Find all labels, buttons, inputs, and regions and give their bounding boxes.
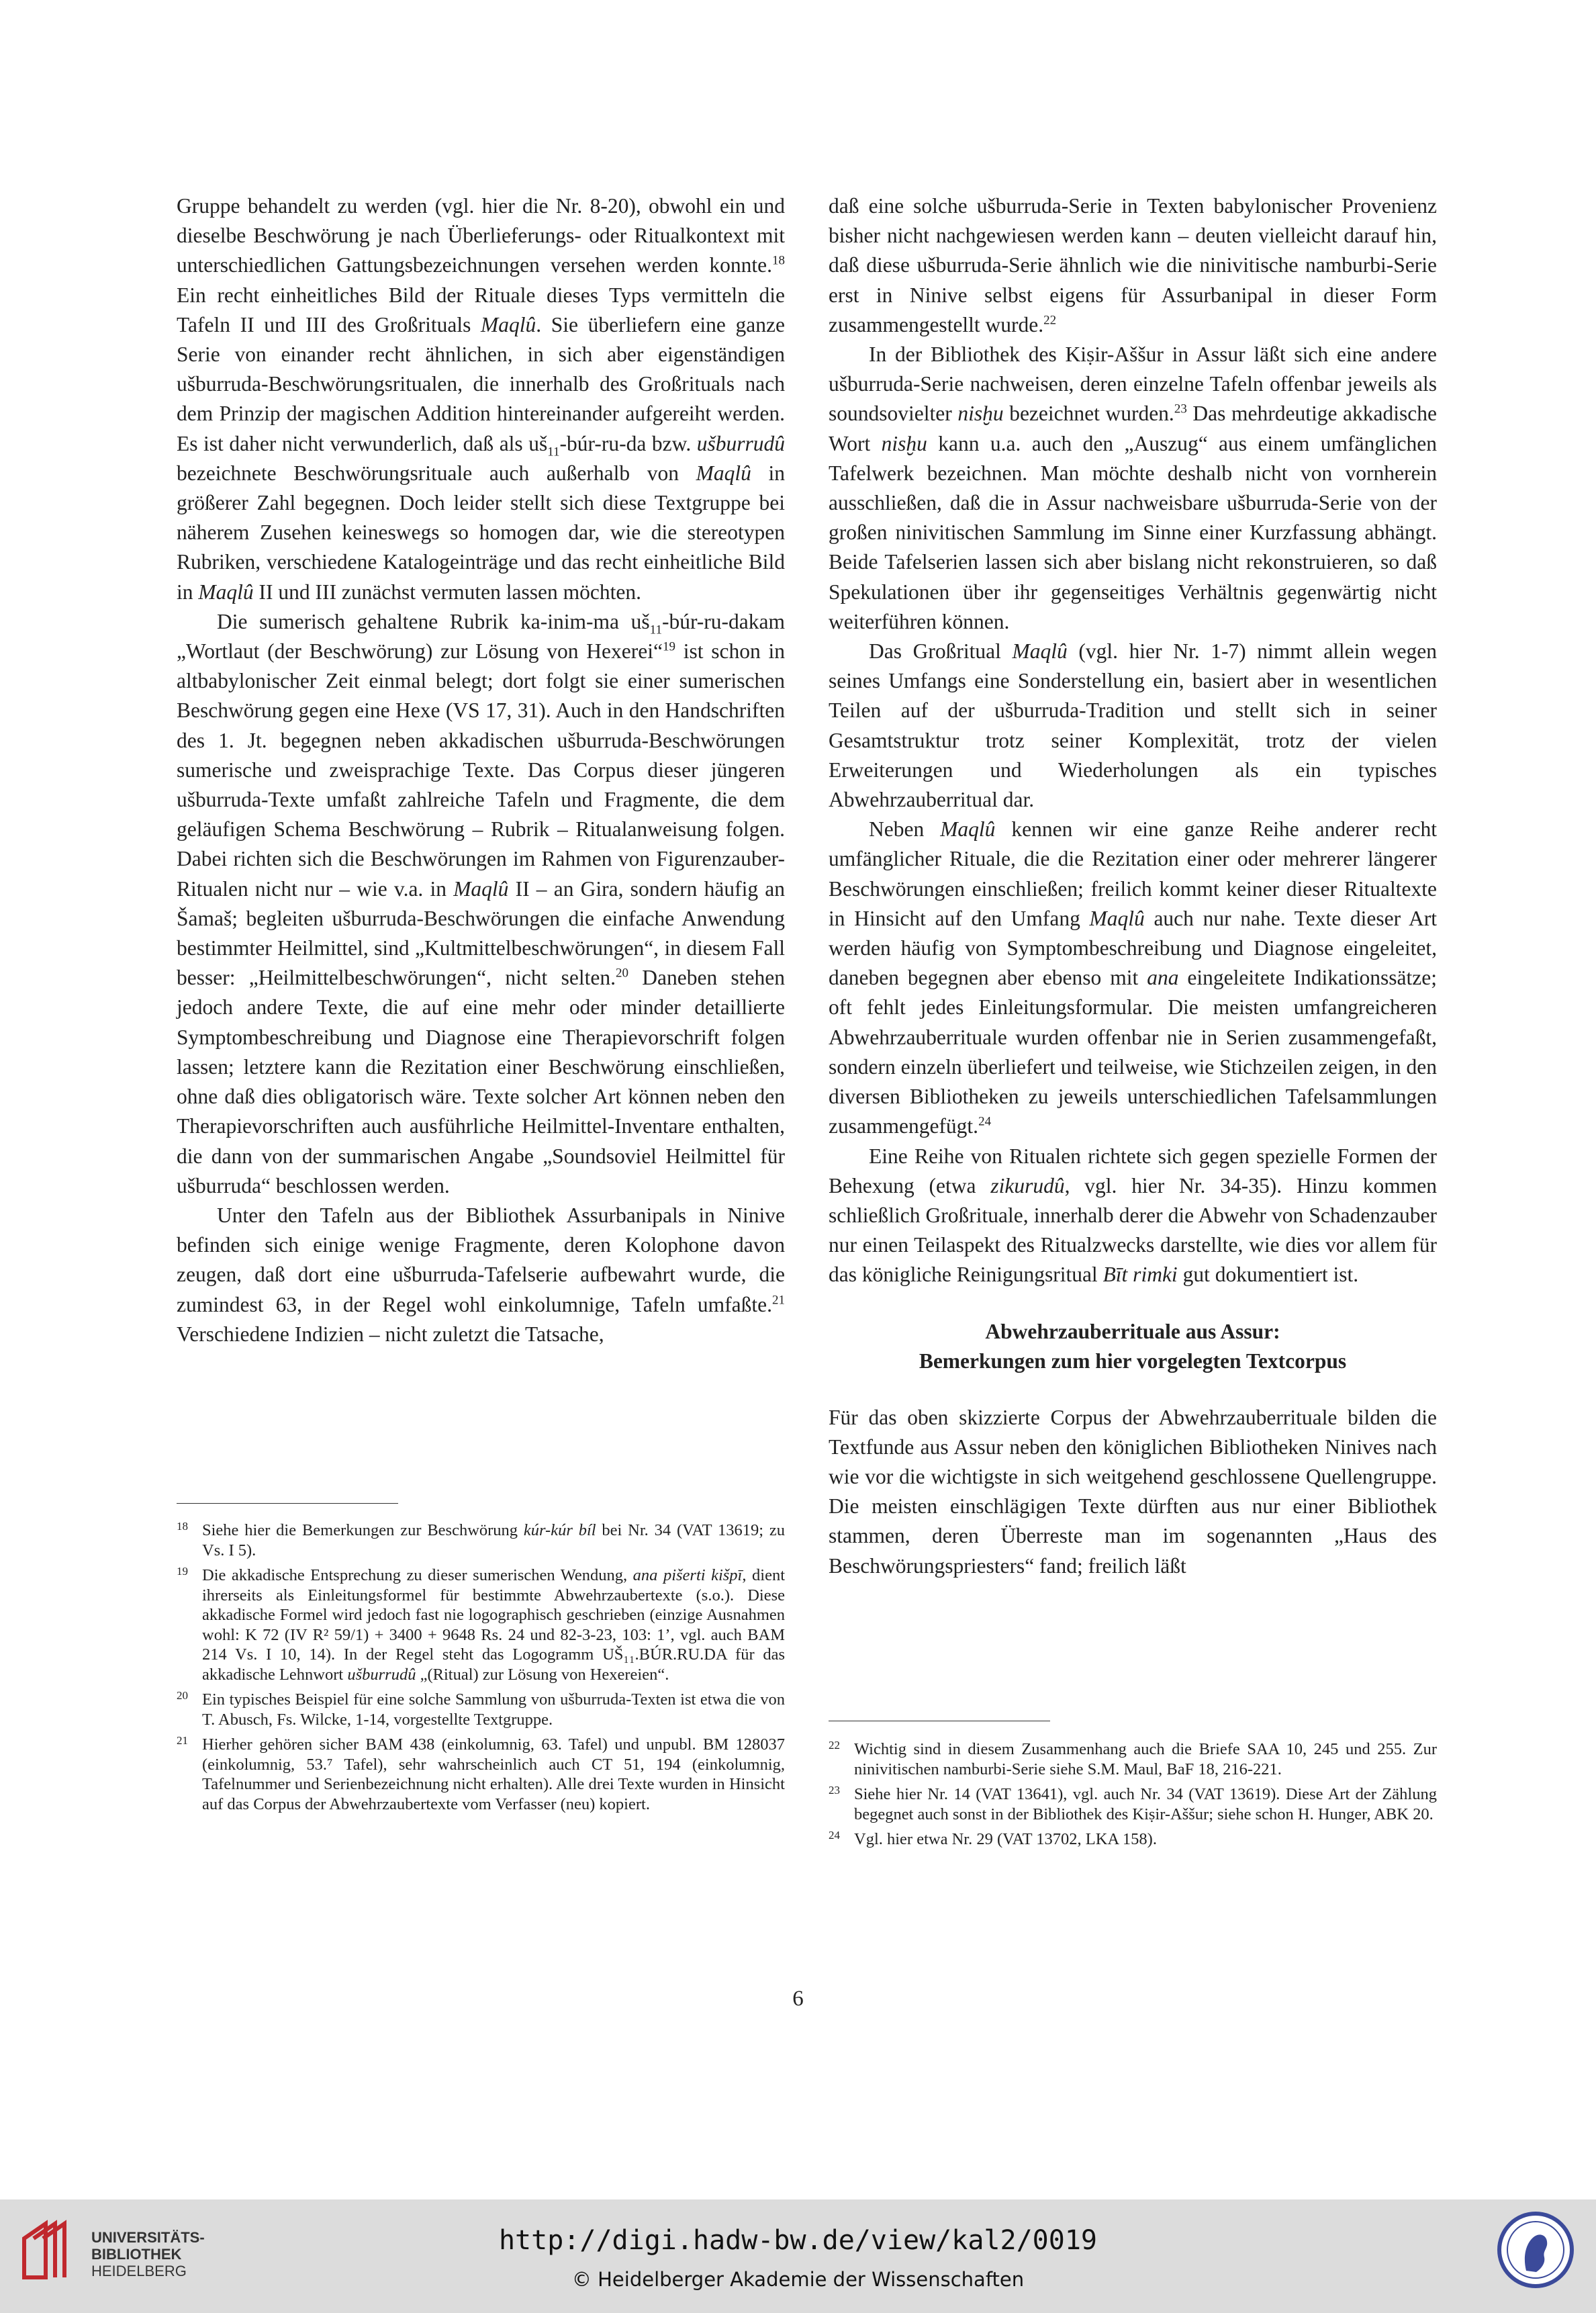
footer-bar xyxy=(0,2199,1596,2313)
paragraph: Die sumerisch gehaltene Rubrik ka-inim-ma $uš_{11}-búr-ru$-dakam „Wortlaut (der Beschwörung) zur Lösung von Hexerei“$^{19}$ ist schon in altbabylonischer Zeit einmal belegt; dort folgt sie einer sumerischen Beschwörung gegen eine Hexe (VS 17, 31). Auch in den Handschriften des 1. Jt. begegnen neben akkadischen ušburruda-Beschwörungen sumerische und zweisprachige Texte. Das Corpus dieser jüngeren ušburruda-Texte umfaßt zahlreiche Tafeln und Fragmente, die dem geläufigen Schema Beschwörung – Rubrik – Ritualanweisung folgen. Dabei richten sich die Beschwörungen im Rahmen von Figurenzauber-Ritualen nicht nur – wie v.a. in Maqlû II – an Gira, sondern häufig an Šamaš; begleiten ušburruda-Beschwörungen die einfache Anwendung bestimmter Heilmittel, sind „Kultmittelbeschwörungen“, in diesem Fall besser: „Heilmittelbeschwörungen“, nicht selten.$^{20}$ Daneben stehen jedoch andere Texte, die auf eine mehr oder minder detaillierte Symptombeschreibung und Diagnose eine Therapievorschrift folgen lassen; letztere kann die Rezitation einer Beschwörung einschließen, ohne daß dies obligatorisch wäre. Texte solcher Art können neben den Therapievorschriften auch ausführliche Heilmittel-Inventare enthalten, die dann von der summarischen Angabe „Soundsoviel Heilmittel für ušburruda“ beschlossen werden. xyxy=(177,609,785,1197)
footnote-ref[interactable]: 21 xyxy=(772,1293,785,1308)
footnotes-left xyxy=(177,1521,785,1819)
paragraph: daß eine solche ušburruda-Serie in Texten babylonischer Provenienz bisher nicht nachgewiesen werden kann – deuten vielleicht darauf hin, daß diese ušburruda-Serie ähnlich wie die ninivitische namburbi-Serie erst in Ninive selbst eigens für Assurbanipal in dieser Form zusammengestellt wurde.$^{22}$ xyxy=(829,194,1437,336)
paragraph: Das Großritual Maqlû (vgl. hier Nr. 1-7) nimmt allein wegen seines Umfangs eine Sonderstellung ein, basiert aber in wesentlichen Teilen auf der ušburruda-Tradition und stellt sich in seiner Gesamtstruktur trotz seiner Komplexität, trotz der vielen Erweiterungen und Wiederholungen als ein typisches Abwehrzauberritual dar. xyxy=(829,639,1437,812)
footnote-separator xyxy=(177,1503,398,1504)
footnotes-right xyxy=(829,1739,1437,1855)
footnote: 24 Vgl. hier etwa Nr. 29 (VAT 13702, LKA 158). xyxy=(829,1829,1157,1848)
academy-seal-icon[interactable] xyxy=(1496,2210,1575,2289)
footnote-ref[interactable]: 23 xyxy=(1174,402,1187,416)
footnote: 21 Hierher gehören sicher BAM 438 (einkolumnig, 63. Tafel) und unpubl. BM 128037 (einkolumnig, 53.⁷ Tafel), sehr wahrscheinlich auch CT 51, 194 (einkolumnig, Tafelnummer und Serienbezeichnung nicht erhalten). Alle drei Texte wurden in Hinsicht auf das Corpus der Abwehrzaubertexte vom Verfasser (neu) kopiert. xyxy=(177,1734,785,1813)
paragraph: Für das oben skizzierte Corpus der Abwehrzauberrituale bilden die Textfunde aus Assur neben den königlichen Bibliotheken Ninives nach wie vor die wichtigste in sich weitgehend geschlossene Quellengruppe. Die meisten einschlägigen Texte dürften aus nur einer Bibliothek stammen, deren Überreste man im sogenannten „Haus des Beschwörungspriesters“ fand; freilich läßt xyxy=(829,1405,1437,1578)
paragraph: In der Bibliothek des Kiṣir-Aššur in Assur läßt sich eine andere ušburruda-Serie nachweisen, deren einzelne Tafeln offenbar jeweils als soundsovielter nisḫu bezeichnet wurden.$^{23}$ Das mehrdeutige akkadische Wort nisḫu kann u.a. auch den „Auszug“ aus einem umfänglichen Tafelwerk bezeichnen. Man möchte deshalb nicht von vornherein ausschließen, daß die in Assur nachweisbare ušburruda-Serie von der großen ninivitischen Sammlung im Sinne einer Kurzfassung abhängt. Beide Tafelserien lassen sich aber bislang nicht rekonstruieren, so daß Spekulationen über ihr gegenseitiges Verhältnis gegenwärtig nicht weiterführen können. xyxy=(829,343,1437,633)
footnote: 20 Ein typisches Beispiel für eine solche Sammlung von ušburruda-Texten ist etwa die von T. Abusch, Fs. Wilcke, 1-14, vorgestellte Textgruppe. xyxy=(177,1689,785,1729)
footnote-ref[interactable]: 22 xyxy=(1043,313,1057,328)
paragraph: Unter den Tafeln aus der Bibliothek Assurbanipals in Ninive befinden sich einige wenige Fragmente, deren Kolophone davon zeugen, daß dort eine ušburruda-Tafelserie aufbewahrt wurde, die zumindest 63, in der Regel wohl einkolumnige, Tafeln umfaßte.$^{21}$ Verschiedene Indizien – nicht zuletzt die Tatsache, xyxy=(177,1203,785,1346)
section-heading: Abwehrzauberrituale aus Assur: Bemerkungen zum hier vorgelegten Textcorpus xyxy=(919,1319,1347,1373)
paragraph: Eine Reihe von Ritualen richtete sich gegen spezielle Formen der Behexung (etwa zikurudû, vgl. hier Nr. 34-35). Hinzu kommen schließlich Großrituale, innerhalb derer die Abwehr von Schadenzauber nur einen Teilaspekt des Ritualzwecks darstellte, wie dies vor allem für das königliche Reinigungsritual Bīt rimki gut dokumentiert ist. xyxy=(829,1144,1437,1287)
paragraph: Gruppe behandelt zu werden (vgl. hier die Nr. 8-20), obwohl ein und dieselbe Beschwörung je nach Überlieferungs- oder Ritualkontext mit unterschiedlichen Gattungsbezeichnungen versehen werden konnte.$^{18}$ Ein recht einheitliches Bild der Rituale dieses Typs vermitteln die Tafeln II und III des Großrituals Maqlû. Sie überliefern eine ganze Serie von einander recht ähnlichen, in sich aber eigenständigen ušburruda-Beschwörungsritualen, die innerhalb des Großrituals nach dem Prinzip der magischen Addition hintereinander aufgereiht werden. Es ist daher nicht verwunderlich, daß als $uš_{11}-búr-ru-da$ bzw. ušburrudû bezeichnete Beschwörungsrituale auch außerhalb von Maqlû in größerer Zahl begegnen. Doch leider stellt sich diese Textgruppe bei näherem Zusehen keineswegs so homogen dar, wie die stereotypen Rubriken, verschiedene Katalogeinträge und das recht einheitliche Bild in Maqlû II und III zunächst vermuten lassen möchten. xyxy=(177,194,786,604)
right-column xyxy=(829,191,1437,1581)
left-column xyxy=(177,191,785,1349)
logo-text: UNIVERSITÄTS- BIBLIOTHEK HEIDELBERG xyxy=(91,2229,205,2279)
footnote: 23 Siehe hier Nr. 14 (VAT 13641), vgl. auch Nr. 34 (VAT 13619). Diese Art der Zählung begegnet auch sonst in der Bibliothek des Kiṣir-Aššur; siehe schon H. Hunger, ABK 20. xyxy=(829,1784,1437,1823)
footnote-ref[interactable]: 19 xyxy=(662,639,675,654)
document-url-link[interactable]: http://digi.hadw-bw.de/view/kal2/0019 xyxy=(498,2225,1098,2256)
footnote-ref[interactable]: 20 xyxy=(615,966,628,981)
footnote: 22 Wichtig sind in diesem Zusammenhang auch die Briefe SAA 10, 245 und 255. Zur ninivitischen namburbi-Serie siehe S.M. Maul, BaF 18, 216-221. xyxy=(829,1739,1437,1778)
footnote-ref[interactable]: 24 xyxy=(978,1114,992,1129)
footnote: 19 Die akkadische Entsprechung zu dieser sumerischen Wendung, ana pišerti kišpī, dient ihrerseits als Einleitungsformel für bestimmte Abwehrzaubertexte (s.o.). Diese akkadische Formel wird jedoch fast nie logographisch geschrieben (einzige Ausnahmen wohl: K 72 (IV R² 59/1) + 3400 + 9648 Rs. 24 und 82-3-23, 103: 1’, vgl. auch BAM 214 Vs. I 10, 14). In der Regel steht das Logogramm UŠ₁₁.BÚR.RU.DA für das akkadische Lehnwort ušburrudû „(Ritual) zur Lösung von Hexereien“. xyxy=(177,1565,785,1684)
footnote-ref[interactable]: 18 xyxy=(772,253,785,268)
copyright-notice: © Heidelberger Akademie der Wissenschaften xyxy=(571,2268,1025,2291)
footnote: 18 Siehe hier die Bemerkungen zur Beschwörung kúr-kúr bíl bei Nr. 34 (VAT 13619; zu Vs. I 5). xyxy=(177,1520,785,1559)
paragraph: Neben Maqlû kennen wir eine ganze Reihe anderer recht umfänglicher Rituale, die die Rezitation einer oder mehrerer längerer Beschwörungen einschließen; freilich kommt keiner dieser Ritualtexte in Hinsicht auf den Umfang Maqlû auch nur nahe. Texte dieser Art werden häufig von Symptombeschreibung und Diagnose eingeleitet, daneben begegnen aber ebenso mit ana eingeleitete Indikationssätze; oft fehlt jedes Einleitungsformular. Die meisten umfangreicheren Abwehrzauberrituale wurden offenbar nie in Serien zusammengefaßt, sondern einzeln überliefert und teilweise, wie Stichzeilen zeigen, in den diversen Bibliotheken zu jeweils unterschiedlichen Tafelsammlungen zusammengefügt.$^{24}$ xyxy=(829,817,1437,1138)
page-number: 6 xyxy=(792,1987,804,2011)
